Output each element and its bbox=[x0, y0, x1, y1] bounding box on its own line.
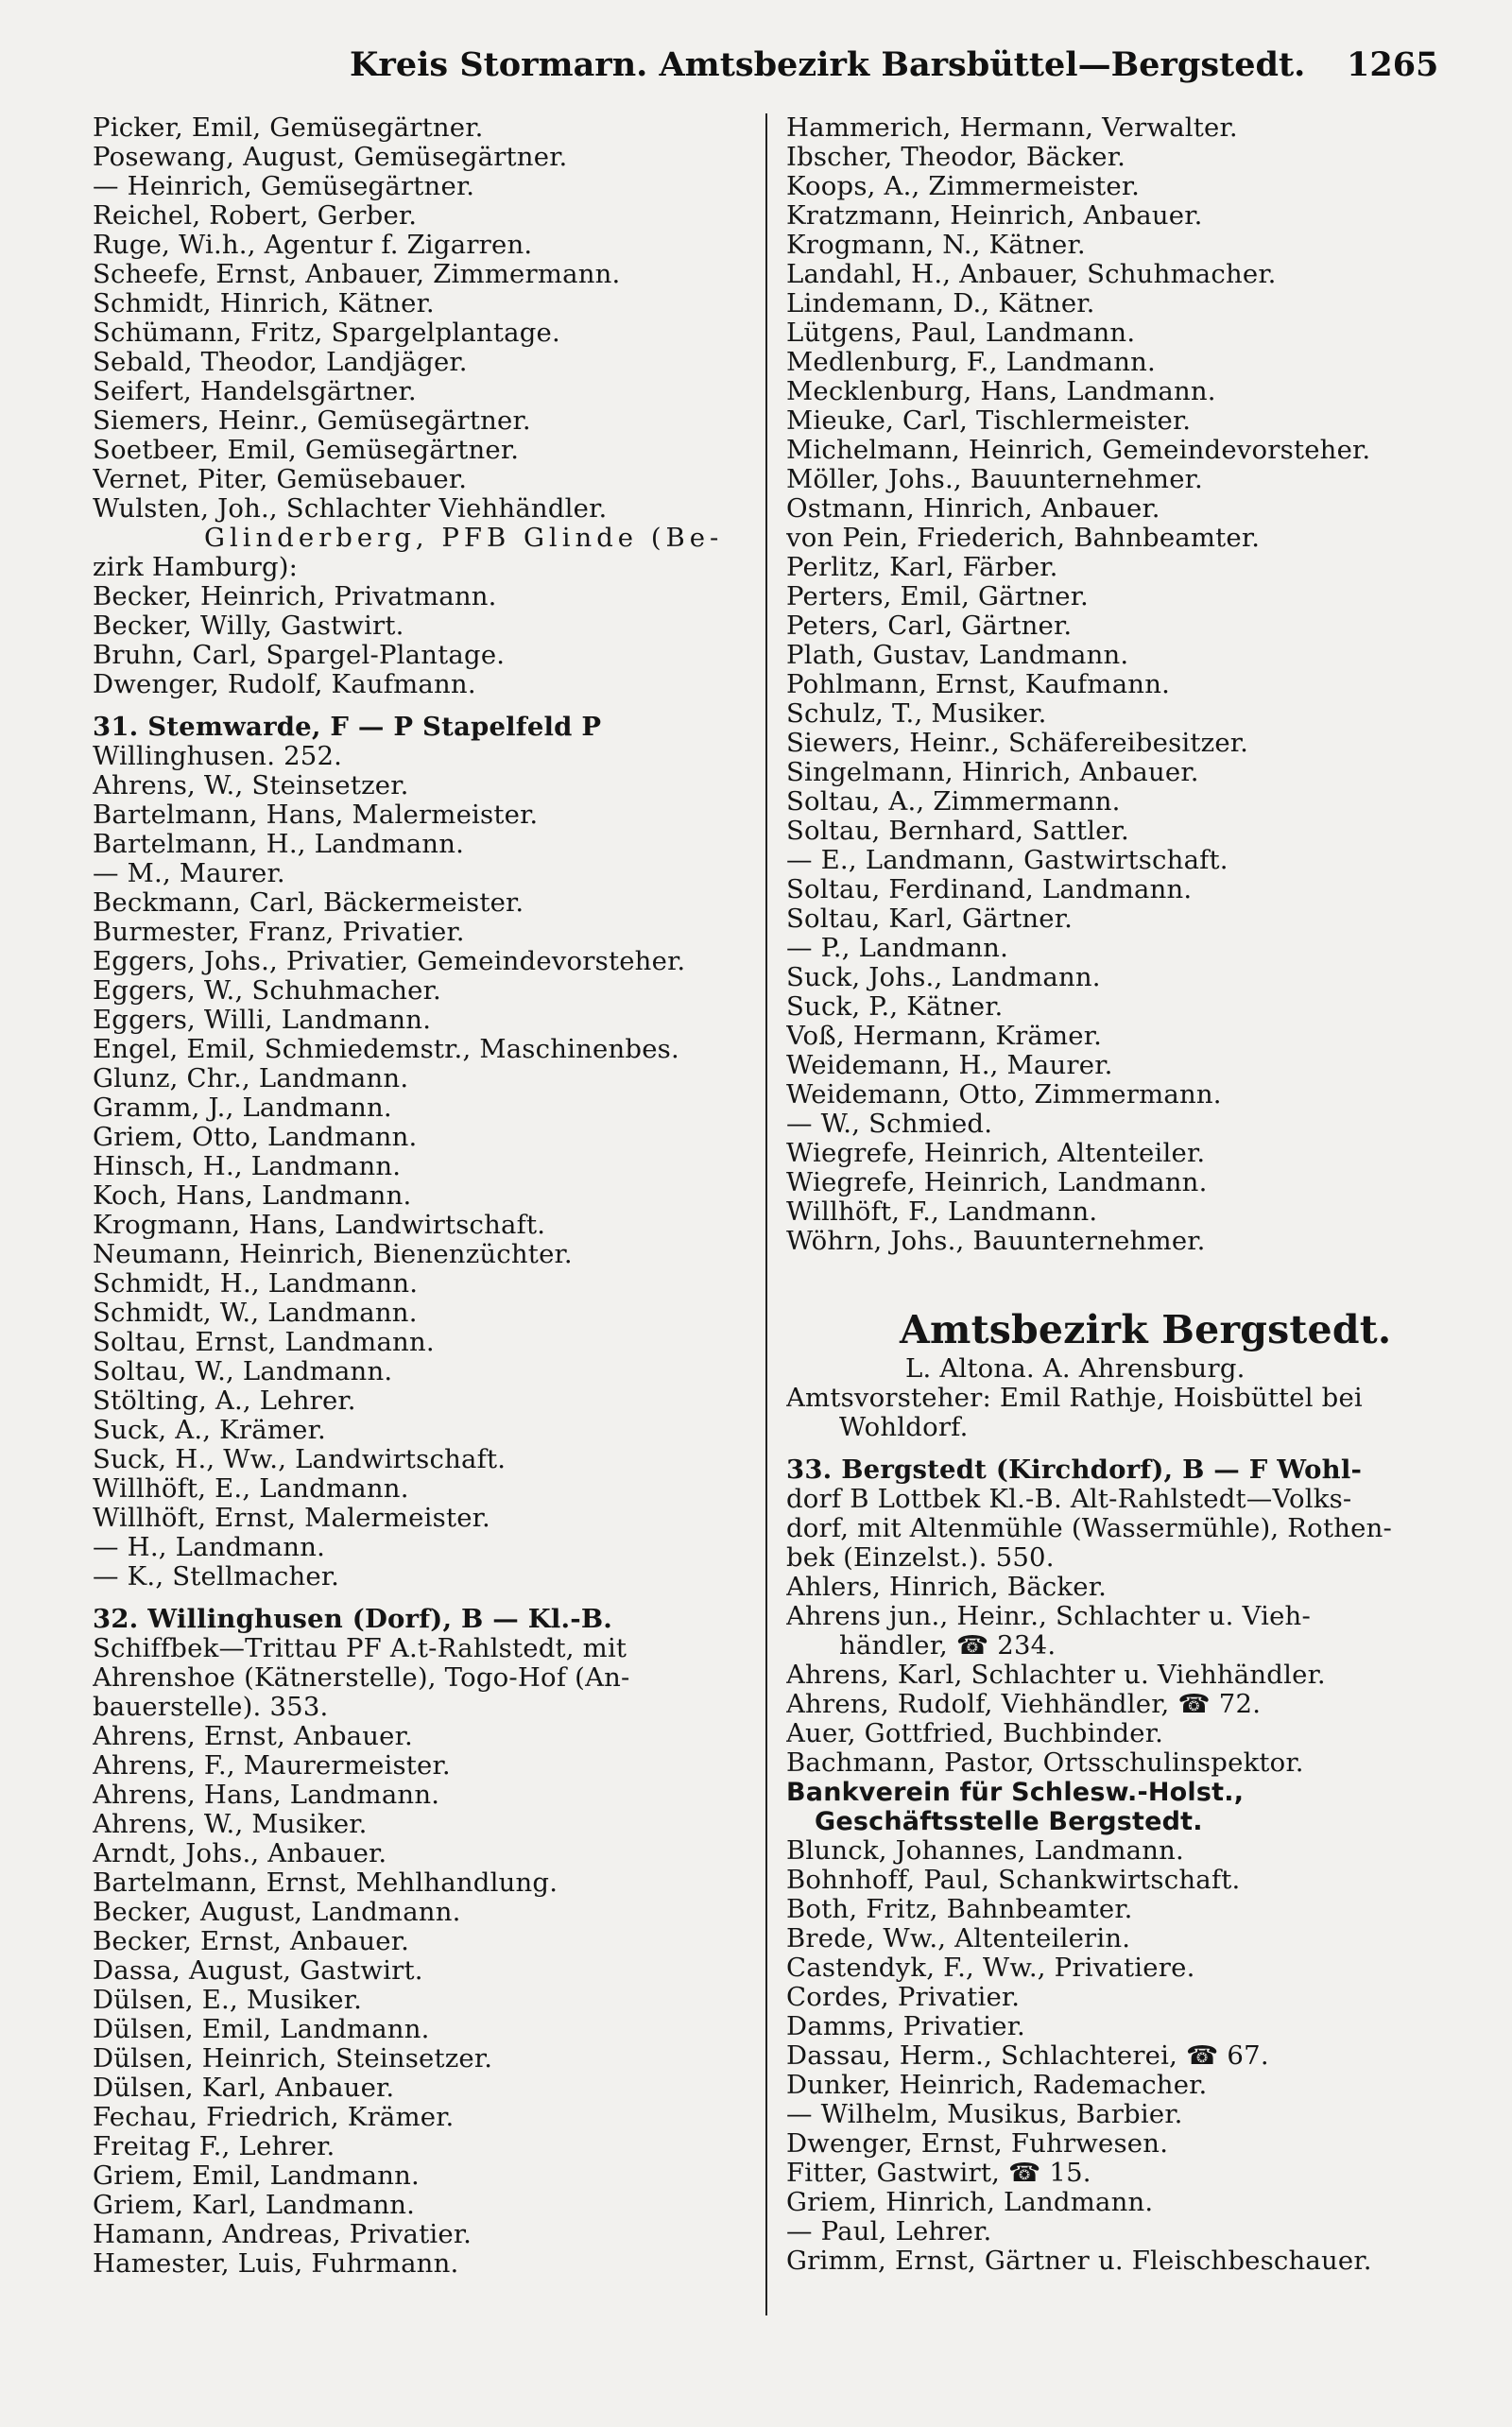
directory-entry: Ahrenshoe (Kätnerstelle), Togo-Hof (An- bbox=[93, 1663, 630, 1693]
directory-entry: Soetbeer, Emil, Gemüsegärtner. bbox=[93, 436, 520, 465]
page-header bbox=[0, 45, 1512, 93]
directory-entry: Suck, P., Kätner. bbox=[786, 992, 1004, 1022]
directory-entry: Bartelmann, H., Landmann. bbox=[93, 830, 465, 859]
directory-entry: Dassau, Herm., Schlachterei, ☎ 67. bbox=[786, 2041, 1269, 2071]
directory-entry: Ruge, Wi.h., Agentur f. Zigarren. bbox=[93, 231, 533, 260]
right-column bbox=[786, 113, 1429, 2276]
directory-entry: Siewers, Heinr., Schäfereibesitzer. bbox=[786, 729, 1249, 758]
directory-entry: Glinderberg, PFB Glinde (Be- bbox=[204, 524, 724, 553]
directory-entry: zirk Hamburg): bbox=[93, 553, 299, 582]
directory-entry: Ahrens jun., Heinr., Schlachter u. Vieh- bbox=[786, 1602, 1311, 1631]
directory-entry: Picker, Emil, Gemüsegärtner. bbox=[93, 113, 484, 143]
directory-entry: Both, Fritz, Bahnbeamter. bbox=[786, 1895, 1133, 1924]
header-title: Kreis Stormarn. Amtsbezirk Barsbüttel—Bergstedt. bbox=[350, 45, 1306, 84]
directory-entry: Ibscher, Theodor, Bäcker. bbox=[786, 143, 1126, 172]
directory-entry: — Wilhelm, Musikus, Barbier. bbox=[786, 2100, 1183, 2129]
directory-entry: — M., Maurer. bbox=[93, 859, 285, 888]
directory-entry: bek (Einzelst.). 550. bbox=[786, 1543, 1055, 1573]
directory-entry: Wohldorf. bbox=[839, 1413, 969, 1442]
directory-entry: Lindemann, D., Kätner. bbox=[786, 289, 1095, 318]
directory-entry: Sebald, Theodor, Landjäger. bbox=[93, 348, 468, 377]
directory-entry: Posewang, August, Gemüsegärtner. bbox=[93, 143, 568, 172]
directory-entry: Soltau, A., Zimmermann. bbox=[786, 787, 1121, 817]
directory-entry: händler, ☎ 234. bbox=[839, 1631, 1057, 1661]
directory-entry: Arndt, Johs., Anbauer. bbox=[93, 1839, 387, 1868]
directory-entry: Koch, Hans, Landmann. bbox=[93, 1181, 412, 1211]
directory-entry: von Pein, Friederich, Bahnbeamter. bbox=[786, 524, 1261, 553]
directory-entry: Plath, Gustav, Landmann. bbox=[786, 641, 1129, 670]
directory-entry: Dassa, August, Gastwirt. bbox=[93, 1956, 423, 1986]
directory-entry: Ahrens, W., Musiker. bbox=[93, 1810, 368, 1839]
directory-entry: Dwenger, Ernst, Fuhrwesen. bbox=[786, 2129, 1169, 2159]
directory-entry: Amtsbezirk Bergstedt. bbox=[900, 1307, 1392, 1352]
directory-entry: Blunck, Johannes, Landmann. bbox=[786, 1836, 1184, 1866]
directory-entry: Schiffbek—Trittau PF A.t-Rahlstedt, mit bbox=[93, 1634, 627, 1663]
directory-entry: Engel, Emil, Schmiedemstr., Maschinenbes. bbox=[93, 1035, 679, 1064]
directory-entry: L. Altona. A. Ahrensburg. bbox=[905, 1354, 1246, 1384]
directory-entry: Dwenger, Rudolf, Kaufmann. bbox=[93, 670, 476, 699]
directory-entry: Eggers, Johs., Privatier, Gemeindevorsteher. bbox=[93, 947, 686, 976]
directory-entry: Perlitz, Karl, Färber. bbox=[786, 553, 1058, 582]
directory-entry: Soltau, Bernhard, Sattler. bbox=[786, 817, 1129, 846]
directory-entry: Schmidt, Hinrich, Kätner. bbox=[93, 289, 435, 318]
directory-entry: Ahrens, Rudolf, Viehhändler, ☎ 72. bbox=[786, 1690, 1262, 1719]
directory-entry: Griem, Otto, Landmann. bbox=[93, 1123, 418, 1152]
directory-entry: Suck, H., Ww., Landwirtschaft. bbox=[93, 1445, 507, 1474]
directory-entry: Wiegrefe, Heinrich, Landmann. bbox=[786, 1168, 1208, 1197]
directory-entry: 33. Bergstedt (Kirchdorf), B — F Wohl- bbox=[786, 1455, 1363, 1485]
directory-entry: Reichel, Robert, Gerber. bbox=[93, 201, 418, 231]
directory-entry: Soltau, Karl, Gärtner. bbox=[786, 904, 1074, 934]
directory-entry: Soltau, W., Landmann. bbox=[93, 1357, 393, 1386]
directory-entry: Dülsen, E., Musiker. bbox=[93, 1986, 363, 2015]
directory-entry: bauerstelle). 353. bbox=[93, 1693, 329, 1722]
directory-entry: — K., Stellmacher. bbox=[93, 1562, 340, 1592]
page-number: 1265 bbox=[1347, 45, 1439, 84]
directory-entry: Eggers, W., Schuhmacher. bbox=[93, 976, 441, 1006]
directory-entry: Seifert, Handelsgärtner. bbox=[93, 377, 417, 406]
directory-entry: Fitter, Gastwirt, ☎ 15. bbox=[786, 2159, 1091, 2188]
directory-entry: Singelmann, Hinrich, Anbauer. bbox=[786, 758, 1199, 787]
directory-entry: Becker, Heinrich, Privatmann. bbox=[93, 582, 497, 611]
directory-entry: Bankverein für Schlesw.-Holst., bbox=[786, 1778, 1245, 1807]
directory-entry: Ahrens, Hans, Landmann. bbox=[93, 1781, 440, 1810]
directory-entry: Bachmann, Pastor, Ortsschulinspektor. bbox=[786, 1748, 1304, 1778]
directory-entry: Michelmann, Heinrich, Gemeindevorsteher. bbox=[786, 436, 1371, 465]
directory-entry: — P., Landmann. bbox=[786, 934, 1009, 963]
directory-entry: Ahrens, F., Maurermeister. bbox=[93, 1751, 451, 1781]
directory-entry: Brede, Ww., Altenteilerin. bbox=[786, 1924, 1131, 1954]
directory-entry: 31. Stemwarde, F — P Stapelfeld P bbox=[93, 713, 602, 742]
directory-entry: Wiegrefe, Heinrich, Altenteiler. bbox=[786, 1139, 1206, 1168]
directory-entry: Dunker, Heinrich, Rademacher. bbox=[786, 2071, 1208, 2100]
directory-entry: Ahrens, Ernst, Anbauer. bbox=[93, 1722, 413, 1751]
directory-entry: Möller, Johs., Bauunternehmer. bbox=[786, 465, 1203, 494]
directory-entry: Gramm, J., Landmann. bbox=[93, 1093, 392, 1123]
directory-entry: Amtsvorsteher: Emil Rathje, Hoisbüttel bei bbox=[786, 1384, 1363, 1413]
directory-entry: Stölting, A., Lehrer. bbox=[93, 1386, 356, 1416]
directory-entry: Ahlers, Hinrich, Bäcker. bbox=[786, 1573, 1108, 1602]
directory-entry: Griem, Emil, Landmann. bbox=[93, 2161, 420, 2191]
directory-entry: Mieuke, Carl, Tischlermeister. bbox=[786, 406, 1192, 436]
directory-entry: Kratzmann, Heinrich, Anbauer. bbox=[786, 201, 1203, 231]
directory-entry: Dülsen, Karl, Anbauer. bbox=[93, 2074, 395, 2103]
directory-entry: Neumann, Heinrich, Bienenzüchter. bbox=[93, 1240, 573, 1269]
directory-entry: Lütgens, Paul, Landmann. bbox=[786, 318, 1136, 348]
directory-entry: — W., Schmied. bbox=[786, 1110, 993, 1139]
directory-entry: Soltau, Ferdinand, Landmann. bbox=[786, 875, 1193, 904]
directory-entry: dorf, mit Altenmühle (Wassermühle), Rothen- bbox=[786, 1514, 1392, 1543]
directory-entry: Hammerich, Hermann, Verwalter. bbox=[786, 113, 1238, 143]
directory-entry: Griem, Karl, Landmann. bbox=[93, 2191, 416, 2220]
directory-entry: Eggers, Willi, Landmann. bbox=[93, 1006, 432, 1035]
directory-entry: Peters, Carl, Gärtner. bbox=[786, 611, 1073, 641]
directory-entry: 32. Willinghusen (Dorf), B — Kl.-B. bbox=[93, 1605, 613, 1634]
directory-entry: Landahl, H., Anbauer, Schuhmacher. bbox=[786, 260, 1277, 289]
directory-entry: Burmester, Franz, Privatier. bbox=[93, 918, 465, 947]
directory-entry: Krogmann, N., Kätner. bbox=[786, 231, 1086, 260]
directory-entry: Koops, A., Zimmermeister. bbox=[786, 172, 1141, 201]
directory-entry: Bartelmann, Ernst, Mehlhandlung. bbox=[93, 1868, 558, 1898]
directory-entry: Schmidt, W., Landmann. bbox=[93, 1299, 418, 1328]
directory-entry: Ahrens, Karl, Schlachter u. Viehhändler. bbox=[786, 1661, 1326, 1690]
directory-entry: Beckmann, Carl, Bäckermeister. bbox=[93, 888, 524, 918]
directory-entry: Wulsten, Joh., Schlachter Viehhändler. bbox=[93, 494, 608, 524]
directory-entry: Suck, A., Krämer. bbox=[93, 1416, 326, 1445]
directory-entry: dorf B Lottbek Kl.-B. Alt-Rahlstedt—Volks- bbox=[786, 1485, 1352, 1514]
directory-entry: Dülsen, Emil, Landmann. bbox=[93, 2015, 430, 2044]
directory-entry: Weidemann, Otto, Zimmermann. bbox=[786, 1080, 1222, 1110]
directory-entry: Voß, Hermann, Krämer. bbox=[786, 1022, 1103, 1051]
directory-entry: Soltau, Ernst, Landmann. bbox=[93, 1328, 435, 1357]
directory-entry: Castendyk, F., Ww., Privatiere. bbox=[786, 1954, 1195, 1983]
directory-entry: Glunz, Chr., Landmann. bbox=[93, 1064, 409, 1093]
directory-entry: Hamann, Andreas, Privatier. bbox=[93, 2220, 472, 2249]
directory-entry: Damms, Privatier. bbox=[786, 2012, 1025, 2041]
directory-entry: Freitag F., Lehrer. bbox=[93, 2132, 335, 2161]
directory-entry: Bartelmann, Hans, Malermeister. bbox=[93, 800, 539, 830]
directory-entry: Hinsch, H., Landmann. bbox=[93, 1152, 402, 1181]
directory-entry: Mecklenburg, Hans, Landmann. bbox=[786, 377, 1216, 406]
directory-entry: — Heinrich, Gemüsegärtner. bbox=[93, 172, 475, 201]
directory-entry: Hamester, Luis, Fuhrmann. bbox=[93, 2249, 459, 2279]
directory-entry: Siemers, Heinr., Gemüsegärtner. bbox=[93, 406, 531, 436]
directory-entry: Suck, Johs., Landmann. bbox=[786, 963, 1101, 992]
directory-entry: Krogmann, Hans, Landwirtschaft. bbox=[93, 1211, 546, 1240]
directory-entry: Medlenburg, F., Landmann. bbox=[786, 348, 1156, 377]
directory-entry: Ahrens, W., Steinsetzer. bbox=[93, 771, 409, 800]
directory-entry: Willhöft, Ernst, Malermeister. bbox=[93, 1504, 490, 1533]
directory-entry: Vernet, Piter, Gemüsebauer. bbox=[93, 465, 468, 494]
directory-entry: Bohnhoff, Paul, Schankwirtschaft. bbox=[786, 1866, 1241, 1895]
left-column bbox=[93, 113, 735, 2279]
directory-entry: Auer, Gottfried, Buchbinder. bbox=[786, 1719, 1164, 1748]
directory-entry: Ostmann, Hinrich, Anbauer. bbox=[786, 494, 1160, 524]
directory-entry: Geschäftsstelle Bergstedt. bbox=[815, 1807, 1203, 1836]
directory-entry: Willhöft, E., Landmann. bbox=[93, 1474, 409, 1504]
directory-entry: — Paul, Lehrer. bbox=[786, 2217, 992, 2246]
directory-entry: Fechau, Friedrich, Krämer. bbox=[93, 2103, 455, 2132]
directory-entry: Schulz, T., Musiker. bbox=[786, 699, 1047, 729]
directory-entry: Willhöft, F., Landmann. bbox=[786, 1197, 1098, 1227]
directory-entry: Schümann, Fritz, Spargelplantage. bbox=[93, 318, 560, 348]
directory-entry: Becker, August, Landmann. bbox=[93, 1898, 461, 1927]
directory-entry: Dülsen, Heinrich, Steinsetzer. bbox=[93, 2044, 493, 2074]
directory-entry: — H., Landmann. bbox=[93, 1533, 326, 1562]
directory-entry: Griem, Hinrich, Landmann. bbox=[786, 2188, 1154, 2217]
directory-entry: Willinghusen. 252. bbox=[93, 742, 343, 771]
directory-entry: Perters, Emil, Gärtner. bbox=[786, 582, 1089, 611]
directory-entry: Bruhn, Carl, Spargel-Plantage. bbox=[93, 641, 506, 670]
directory-entry: Cordes, Privatier. bbox=[786, 1983, 1021, 2012]
directory-entry: Becker, Ernst, Anbauer. bbox=[93, 1927, 410, 1956]
directory-entry: Scheefe, Ernst, Anbauer, Zimmermann. bbox=[93, 260, 621, 289]
directory-entry: Grimm, Ernst, Gärtner u. Fleischbeschauer. bbox=[786, 2246, 1372, 2276]
directory-entry: Schmidt, H., Landmann. bbox=[93, 1269, 419, 1299]
column-divider bbox=[765, 113, 767, 2315]
directory-entry: Becker, Willy, Gastwirt. bbox=[93, 611, 404, 641]
directory-entry: Wöhrn, Johs., Bauunternehmer. bbox=[786, 1227, 1206, 1256]
directory-entry: Weidemann, H., Maurer. bbox=[786, 1051, 1113, 1080]
directory-entry: Pohlmann, Ernst, Kaufmann. bbox=[786, 670, 1171, 699]
directory-entry: — E., Landmann, Gastwirtschaft. bbox=[786, 846, 1228, 875]
